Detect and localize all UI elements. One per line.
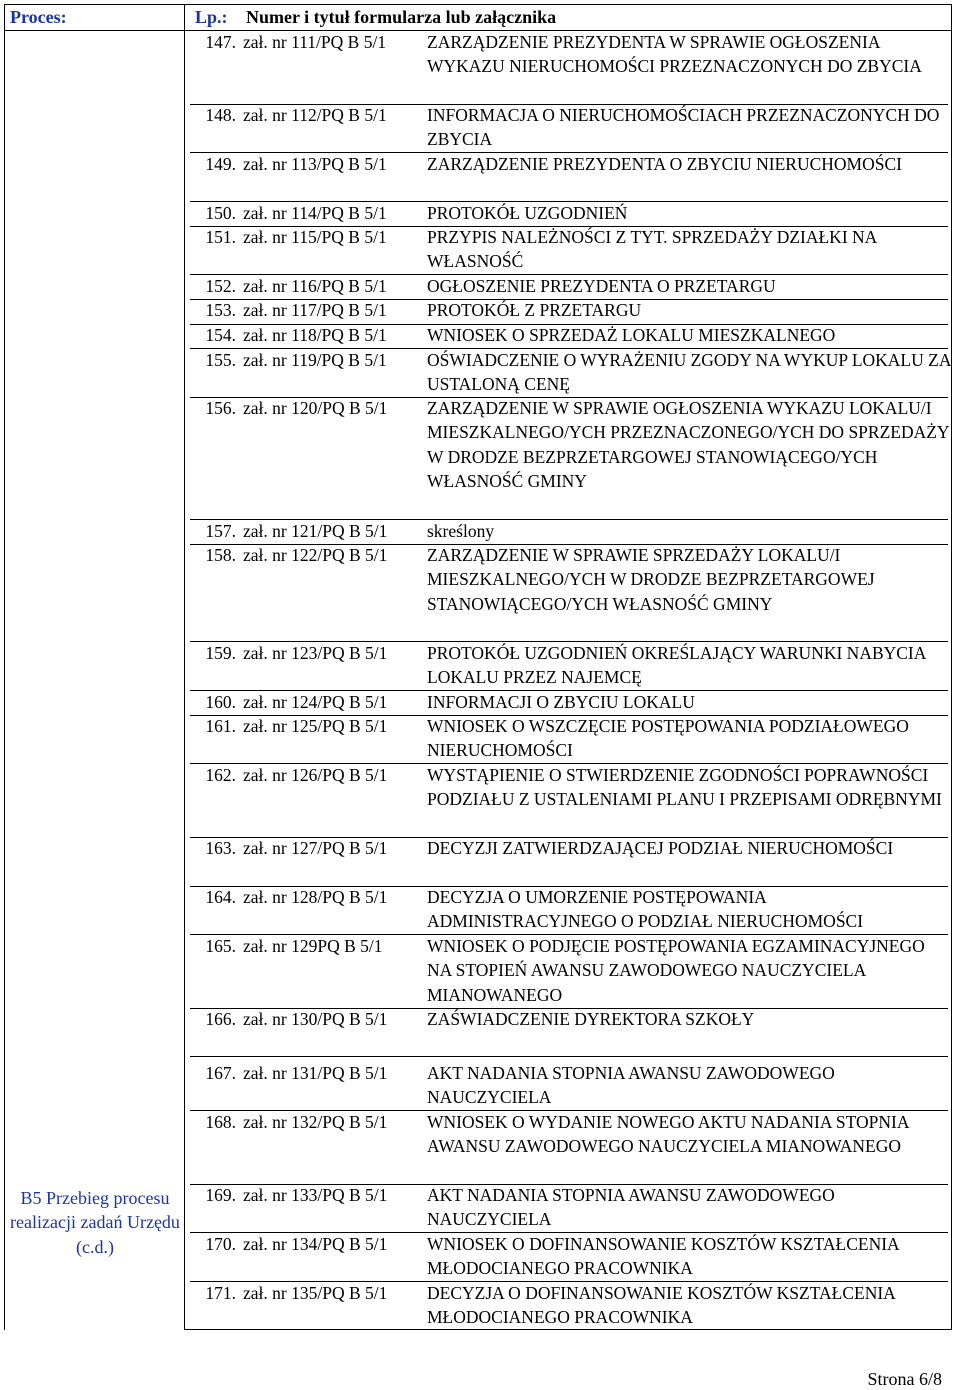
item-title: ZARZĄDZENIE W SPRAWIE OGŁOSZENIA WYKAZU LOKALU/I MIESZKALNEGO/YCH PRZEZNACZONEGO/YCH DO SPRZEDAŻY W DRODZE BEZPRZETARGOWEJ STANOWIĄCEGO/YCH WŁASNOŚĆ GMINY (427, 398, 949, 492)
lp-header: Lp.: (195, 7, 228, 27)
item-number: 150. (205, 203, 236, 223)
item-number: 162. (205, 765, 236, 785)
item-number: 169. (205, 1185, 236, 1205)
table-top-border (4, 4, 952, 5)
item-reference: zał. nr 129PQ B 5/1 (243, 936, 383, 956)
item-title: OŚWIADCZENIE O WYRAŻENIU ZGODY NA WYKUP LOKALU ZA USTALONĄ CENĘ (427, 350, 951, 395)
item-number: 160. (205, 692, 236, 712)
item-title: ZARZĄDZENIE PREZYDENTA O ZBYCIU NIERUCHOMOŚCI (427, 154, 902, 174)
item-reference: zał. nr 117/PQ B 5/1 (243, 300, 387, 320)
item-number: 158. (205, 545, 236, 565)
item-reference: zał. nr 131/PQ B 5/1 (243, 1063, 388, 1083)
item-number: 149. (205, 154, 236, 174)
item-number: 168. (205, 1112, 236, 1132)
item-number: 161. (205, 716, 236, 736)
process-label: B5 Przebieg procesu realizacji zadań Urzędu (c.d.) (10, 1188, 180, 1257)
item-number: 154. (205, 325, 236, 345)
item-reference: zał. nr 123/PQ B 5/1 (243, 643, 388, 663)
item-title: PROTOKÓŁ Z PRZETARGU (427, 300, 642, 320)
item-reference: zał. nr 113/PQ B 5/1 (243, 154, 387, 174)
item-reference: zał. nr 112/PQ B 5/1 (243, 105, 387, 125)
item-reference: zał. nr 125/PQ B 5/1 (243, 716, 388, 736)
item-reference: zał. nr 122/PQ B 5/1 (243, 545, 388, 565)
item-number: 157. (205, 521, 236, 541)
item-title: ZAŚWIADCZENIE DYREKTORA SZKOŁY (427, 1009, 755, 1029)
item-title: skreślony (427, 521, 495, 541)
item-reference: zał. nr 128/PQ B 5/1 (243, 887, 388, 907)
item-number: 159. (205, 643, 236, 663)
item-number: 155. (205, 350, 236, 370)
item-number: 151. (205, 227, 236, 247)
item-title: PROTOKÓŁ UZGODNIEŃ (427, 203, 628, 223)
item-number: 152. (205, 276, 236, 296)
item-number: 165. (205, 936, 236, 956)
item-title: WNIOSEK O SPRZEDAŻ LOKALU MIESZKALNEGO (427, 325, 836, 345)
item-number: 163. (205, 838, 236, 858)
item-title: PRZYPIS NALEŻNOŚCI Z TYT. SPRZEDAŻY DZIAŁKI NA WŁASNOŚĆ (427, 227, 877, 272)
item-title: AKT NADANIA STOPNIA AWANSU ZAWODOWEGO NAUCZYCIELA (427, 1063, 835, 1108)
item-title: WNIOSEK O PODJĘCIE POSTĘPOWANIA EGZAMINACYJNEGO NA STOPIEŃ AWANSU ZAWODOWEGO NAUCZYCIELA MIANOWANEGO (427, 936, 925, 1005)
item-reference: zał. nr 134/PQ B 5/1 (243, 1234, 388, 1254)
item-number: 166. (205, 1009, 236, 1029)
item-number: 156. (205, 398, 236, 418)
item-title: WNIOSEK O DOFINANSOWANIE KOSZTÓW KSZTAŁCENIA MŁODOCIANEGO PRACOWNIKA (427, 1234, 899, 1279)
item-number: 148. (205, 105, 236, 125)
item-reference: zał. nr 127/PQ B 5/1 (243, 838, 388, 858)
item-number: 170. (205, 1234, 236, 1254)
item-number: 171. (205, 1283, 236, 1303)
item-title: INFORMACJI O ZBYCIU LOKALU (427, 692, 695, 712)
item-number: 164. (205, 887, 236, 907)
item-title: WNIOSEK O WSZCZĘCIE POSTĘPOWANIA PODZIAŁOWEGO NIERUCHOMOŚCI (427, 716, 909, 761)
item-reference: zał. nr 118/PQ B 5/1 (243, 325, 387, 345)
item-title: DECYZJI ZATWIERDZAJĄCEJ PODZIAŁ NIERUCHOMOŚCI (427, 838, 894, 858)
item-reference: zał. nr 124/PQ B 5/1 (243, 692, 388, 712)
item-title: OGŁOSZENIE PREZYDENTA O PRZETARGU (427, 276, 776, 296)
proces-header: Proces: (10, 7, 67, 27)
column-divider (184, 4, 185, 1330)
item-reference: zał. nr 132/PQ B 5/1 (243, 1112, 388, 1132)
item-reference: zał. nr 115/PQ B 5/1 (243, 227, 387, 247)
item-reference: zał. nr 114/PQ B 5/1 (243, 203, 387, 223)
item-title: DECYZJA O UMORZENIE POSTĘPOWANIA ADMINISTRACYJNEGO O PODZIAŁ NIERUCHOMOŚCI (427, 887, 864, 932)
item-title: WYSTĄPIENIE O STWIERDZENIE ZGODNOŚCI POPRAWNOŚCI PODZIAŁU Z USTALENIAMI PLANU I PRZEPISAMI ODRĘBNYMI (427, 765, 942, 810)
item-number: 147. (205, 32, 236, 52)
item-number: 167. (205, 1063, 236, 1083)
item-title: DECYZJA O DOFINANSOWANIE KOSZTÓW KSZTAŁCENIA MŁODOCIANEGO PRACOWNIKA (427, 1283, 895, 1328)
item-title: WNIOSEK O WYDANIE NOWEGO AKTU NADANIA STOPNIA AWANSU ZAWODOWEGO NAUCZYCIELA MIANOWANEGO (427, 1112, 909, 1157)
item-title: INFORMACJA O NIERUCHOMOŚCIACH PRZEZNACZONYCH DO ZBYCIA (427, 105, 940, 150)
table-left-border (4, 4, 5, 1330)
item-number: 153. (205, 300, 236, 320)
item-reference: zał. nr 120/PQ B 5/1 (243, 398, 388, 418)
title-header: Numer i tytuł formularza lub załącznika (246, 7, 557, 27)
item-title: ZARZĄDZENIE PREZYDENTA W SPRAWIE OGŁOSZENIA WYKAZU NIERUCHOMOŚCI PRZEZNACZONYCH DO ZBYCIA (427, 32, 922, 77)
item-reference: zał. nr 135/PQ B 5/1 (243, 1283, 388, 1303)
item-reference: zał. nr 133/PQ B 5/1 (243, 1185, 388, 1205)
item-title: ZARZĄDZENIE W SPRAWIE SPRZEDAŻY LOKALU/I MIESZKALNEGO/YCH W DRODZE BEZPRZETARGOWEJ STANOWIĄCEGO/YCH WŁASNOŚĆ GMINY (427, 545, 875, 614)
item-reference: zał. nr 119/PQ B 5/1 (243, 350, 387, 370)
item-reference: zał. nr 121/PQ B 5/1 (243, 521, 388, 541)
item-title: PROTOKÓŁ UZGODNIEŃ OKREŚLAJĄCY WARUNKI NABYCIA LOKALU PRZEZ NAJEMCĘ (427, 643, 926, 688)
item-reference: zał. nr 126/PQ B 5/1 (243, 765, 388, 785)
row-separator (190, 1056, 948, 1057)
item-reference: zał. nr 111/PQ B 5/1 (243, 32, 387, 52)
item-reference: zał. nr 116/PQ B 5/1 (243, 276, 387, 296)
item-title: AKT NADANIA STOPNIA AWANSU ZAWODOWEGO NAUCZYCIELA (427, 1185, 835, 1230)
item-reference: zał. nr 130/PQ B 5/1 (243, 1009, 388, 1029)
page-number: Strona 6/8 (867, 1369, 942, 1389)
